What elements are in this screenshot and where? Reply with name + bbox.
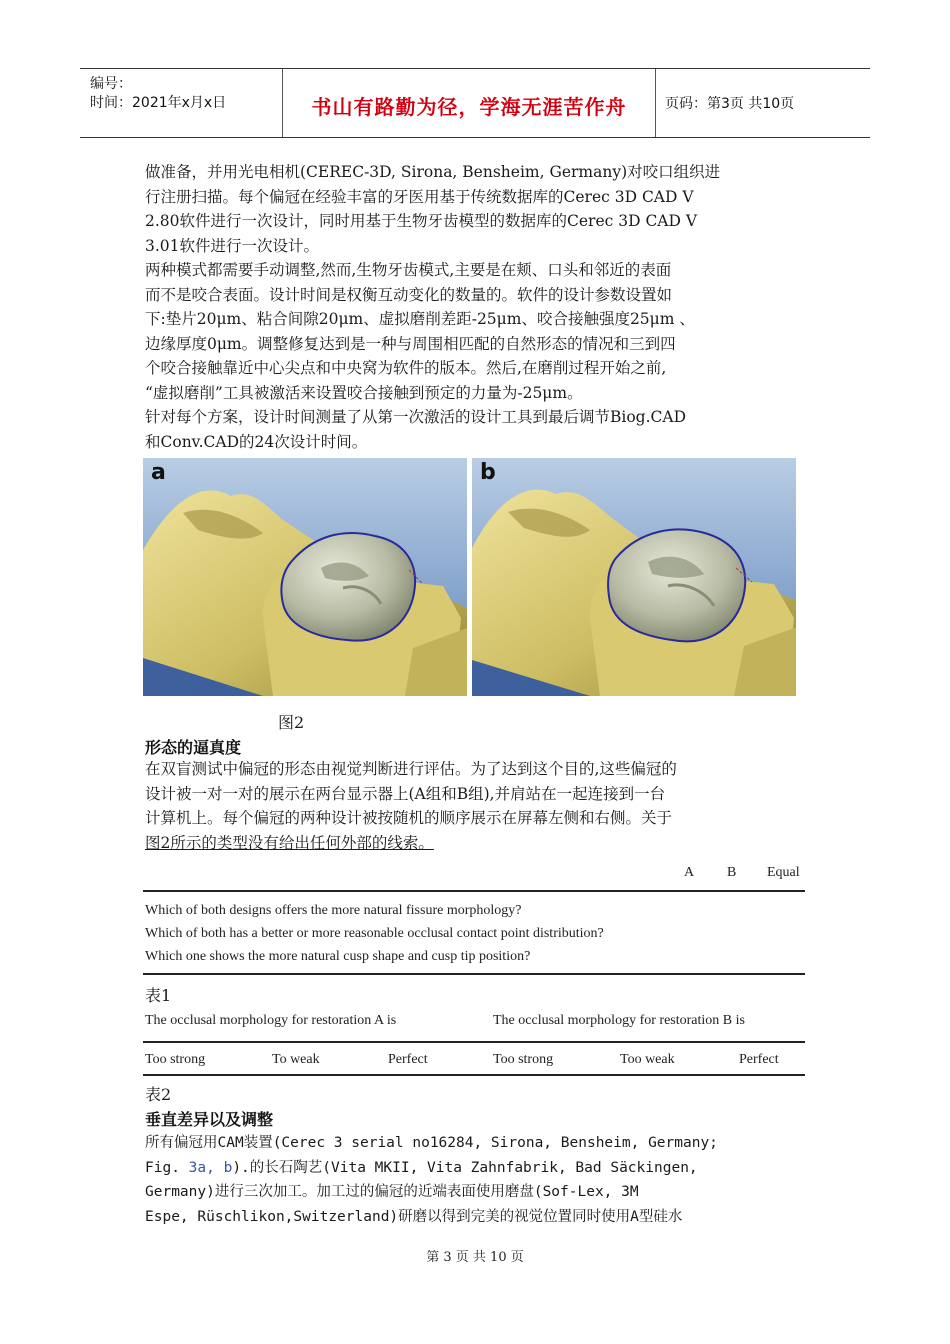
figure-panel-a (143, 458, 467, 696)
text-line: 2.80软件进行一次设计，同时用基于生物牙齿模型的数据库的Cerec 3D CAD V (145, 212, 698, 230)
table1-row: Which one shows the more natural cusp shape and cusp tip position? (145, 949, 531, 964)
table2-column: Too strong (145, 1052, 206, 1067)
text-line: 做准备，并用光电相机(CEREC-3D, Sirona, Bensheim, Germany)对咬口组织进 (145, 163, 721, 181)
text-line: 行注册扫描。每个偏冠在经验丰富的牙医用基于传统数据库的Cerec 3D CAD V (145, 187, 694, 206)
table1-row: Which of both has a better or more reasonable occlusal contact point distribution? (145, 926, 604, 941)
header-motto-cell (282, 69, 656, 137)
paragraph-3 (145, 405, 810, 454)
text-line: 在双盲测试中偏冠的形态由视觉判断进行评估。为了达到这个目的,这些偏冠的 (145, 760, 677, 778)
figure-2 (143, 458, 806, 696)
header-motto: 书山有路勤为径，学海无涯苦作舟 (311, 95, 627, 119)
header-page-label: 页码：第3页 共10页 (665, 96, 795, 112)
tooth-model-render-a (143, 458, 467, 696)
table2-group-a: The occlusal morphology for restoration A is (145, 1013, 397, 1028)
panel-label-a: a (151, 460, 166, 485)
figure-caption: 图2 (278, 713, 305, 732)
text-fragment: Fig. (145, 1159, 189, 1176)
text-line: 计算机上。每个偏冠的两种设计被按随机的顺序展示在屏幕左侧和右侧。关于 (145, 809, 673, 827)
paragraph-4 (145, 757, 810, 855)
paragraph-1 (145, 160, 810, 258)
header-page-cell (655, 69, 870, 137)
page-header (80, 68, 870, 138)
text-line: 个咬合接触靠近中心尖点和中央窝为软件的版本。然后,在磨削过程开始之前, (145, 359, 667, 377)
page-footer: 第 3 页 共 10 页 (426, 1250, 524, 1265)
figure-3-link[interactable]: 3a, b (188, 1159, 233, 1176)
text-line: 3.01软件进行一次设计。 (145, 236, 320, 255)
table1-rule-top (143, 890, 805, 892)
table2-caption: 表2 (145, 1085, 172, 1104)
section-heading-vertical: 垂直差异以及调整 (145, 1110, 274, 1129)
text-line-with-link (145, 1156, 810, 1181)
paragraph-2 (145, 258, 810, 405)
table2-column: To weak (272, 1052, 320, 1067)
figure-panel-b (472, 458, 796, 696)
text-line: 边缘厚度0μm。调整修复达到是一种与周围相匹配的自然形态的情况和三到四 (145, 334, 676, 353)
section-heading-morphology: 形态的逼真度 (145, 738, 242, 757)
text-line: 下:垫片20μm、粘合间隙20μm、虚拟磨削差距-25μm、咬合接触强度25μm 、 (145, 310, 695, 328)
header-meta-cell (80, 69, 282, 137)
panel-label-b: b (480, 460, 496, 485)
table2-column: Too weak (620, 1052, 675, 1067)
text-line: 两种模式都需要手动调整,然而,生物牙齿模式,主要是在颊、口头和邻近的表面 (145, 261, 672, 279)
text-line: 所有偏冠用CAM装置(Cerec 3 serial no16284, Sirona, Bensheim, Germany; (145, 1135, 718, 1151)
header-number-label: 编号： (90, 76, 132, 92)
header-time-label: 时间：2021年x月x日 (90, 95, 227, 111)
paragraph-5 (145, 1131, 810, 1229)
text-line: 和Conv.CAD的24次设计时间。 (145, 432, 368, 451)
text-line: 而不是咬合表面。设计时间是权衡互动变化的数量的。软件的设计参数设置如 (145, 285, 673, 304)
table1-row: Which of both designs offers the more natural fissure morphology? (145, 903, 522, 918)
table2-rule-bottom (143, 1074, 805, 1076)
tooth-model-render-b (472, 458, 796, 696)
text-line: Germany)进行三次加工。加工过的偏冠的近端表面使用磨盘(Sof-Lex, 3M (145, 1184, 639, 1200)
table1-column-equal: Equal (767, 865, 800, 880)
table2-column: Too strong (493, 1052, 554, 1067)
table1-rule-bottom (143, 973, 805, 975)
table1-caption: 表1 (145, 986, 172, 1005)
text-line: 针对每个方案，设计时间测量了从第一次激活的设计工具到最后调节Biog.CAD (145, 408, 687, 426)
text-fragment: ).的长石陶艺(Vita MKII, Vita Zahnfabrik, Bad Säckingen, (232, 1159, 698, 1176)
text-line: “虚拟磨削”工具被激活来设置咬合接触到预定的力量为-25μm。 (145, 383, 583, 402)
table1-column-b: B (727, 865, 737, 880)
table2-column: Perfect (388, 1052, 428, 1067)
table2-rule-top (143, 1041, 805, 1043)
table2-column: Perfect (739, 1052, 779, 1067)
text-line: Espe, Rüschlikon,Switzerland)研磨以得到完美的视觉位置同时使用A型硅水 (145, 1208, 683, 1225)
text-line: 图2所示的类型没有给出任何外部的线索。 (145, 833, 434, 852)
table1-column-a: A (684, 865, 695, 880)
table2-group-b: The occlusal morphology for restoration B is (493, 1013, 745, 1028)
text-line: 设计被一对一对的展示在两台显示器上(A组和B组),并肩站在一起连接到一台 (145, 784, 666, 803)
